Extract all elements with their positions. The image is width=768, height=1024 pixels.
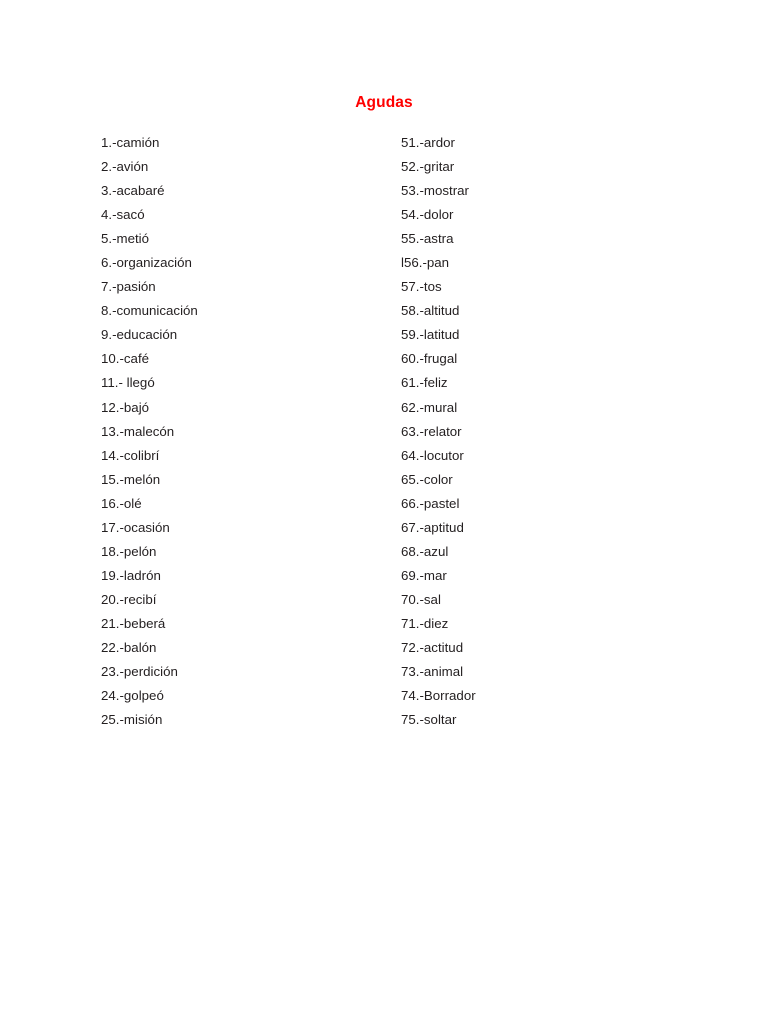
list-item: 58.-altitud bbox=[401, 303, 460, 319]
list-item: 73.-animal bbox=[401, 664, 464, 680]
list-item: 10.-café bbox=[101, 351, 150, 367]
list-item: 16.-olé bbox=[101, 495, 142, 511]
list-item: 59.-latitud bbox=[401, 327, 460, 343]
left-column bbox=[101, 131, 401, 732]
list-item: 17.-ocasión bbox=[101, 519, 170, 535]
list-item: 72.-actitud bbox=[401, 639, 464, 655]
list-item: 3.-acabaré bbox=[101, 183, 165, 199]
list-item: 11.- llegó bbox=[101, 375, 155, 391]
list-item: 60.-frugal bbox=[401, 351, 458, 367]
list-item: 54.-dolor bbox=[401, 207, 454, 223]
list-item: 69.-mar bbox=[401, 567, 447, 583]
list-item: 63.-relator bbox=[401, 423, 462, 439]
list-item: 53.-mostrar bbox=[401, 183, 469, 199]
list-item: 1.-camión bbox=[101, 135, 160, 150]
list-item: 62.-mural bbox=[401, 399, 458, 415]
list-item: 9.-educación bbox=[101, 327, 178, 343]
list-item: 15.-melón bbox=[101, 471, 161, 487]
list-item: 13.-malecón bbox=[101, 423, 175, 439]
list-item: 51.-ardor bbox=[401, 135, 455, 150]
list-item: 21.-beberá bbox=[101, 615, 166, 631]
list-item: 8.-comunicación bbox=[101, 303, 198, 319]
list-item: 57.-tos bbox=[401, 279, 442, 295]
list-item: 74.-Borrador bbox=[401, 688, 476, 704]
list-item: 55.-astra bbox=[401, 231, 454, 247]
list-item: 19.-ladrón bbox=[101, 567, 161, 583]
list-item: 2.-avión bbox=[101, 159, 149, 175]
list-item: 75.-soltar bbox=[401, 712, 457, 728]
list-item: 71.-diez bbox=[401, 615, 449, 631]
list-item: l56.-pan bbox=[401, 255, 450, 271]
list-item: 65.-color bbox=[401, 471, 453, 487]
list-item: 4.-sacó bbox=[101, 207, 145, 223]
list-item: 14.-colibrí bbox=[101, 447, 160, 463]
list-item: 23.-perdición bbox=[101, 664, 178, 680]
list-item: 5.-metió bbox=[101, 231, 150, 247]
list-item: 6.-organización bbox=[101, 255, 192, 271]
list-item: 64.-locutor bbox=[401, 447, 464, 463]
right-column bbox=[401, 131, 701, 732]
list-item: 24.-golpeó bbox=[101, 688, 164, 704]
list-item: 68.-azul bbox=[401, 543, 449, 559]
list-item: 70.-sal bbox=[401, 591, 441, 607]
list-item: 22.-balón bbox=[101, 639, 157, 655]
list-item: 18.-pelón bbox=[101, 543, 157, 559]
list-item: 52.-gritar bbox=[401, 159, 455, 175]
word-list-columns bbox=[0, 131, 768, 732]
list-item: 7.-pasión bbox=[101, 279, 156, 295]
list-item: 12.-bajó bbox=[101, 399, 150, 415]
list-item: 20.-recibí bbox=[101, 591, 157, 607]
list-item: 25.-misión bbox=[101, 712, 163, 728]
list-item: 66.-pastel bbox=[401, 495, 460, 511]
list-item: 61.-feliz bbox=[401, 375, 448, 391]
list-item: 67.-aptitud bbox=[401, 519, 464, 535]
page-title: Agudas bbox=[355, 94, 413, 111]
